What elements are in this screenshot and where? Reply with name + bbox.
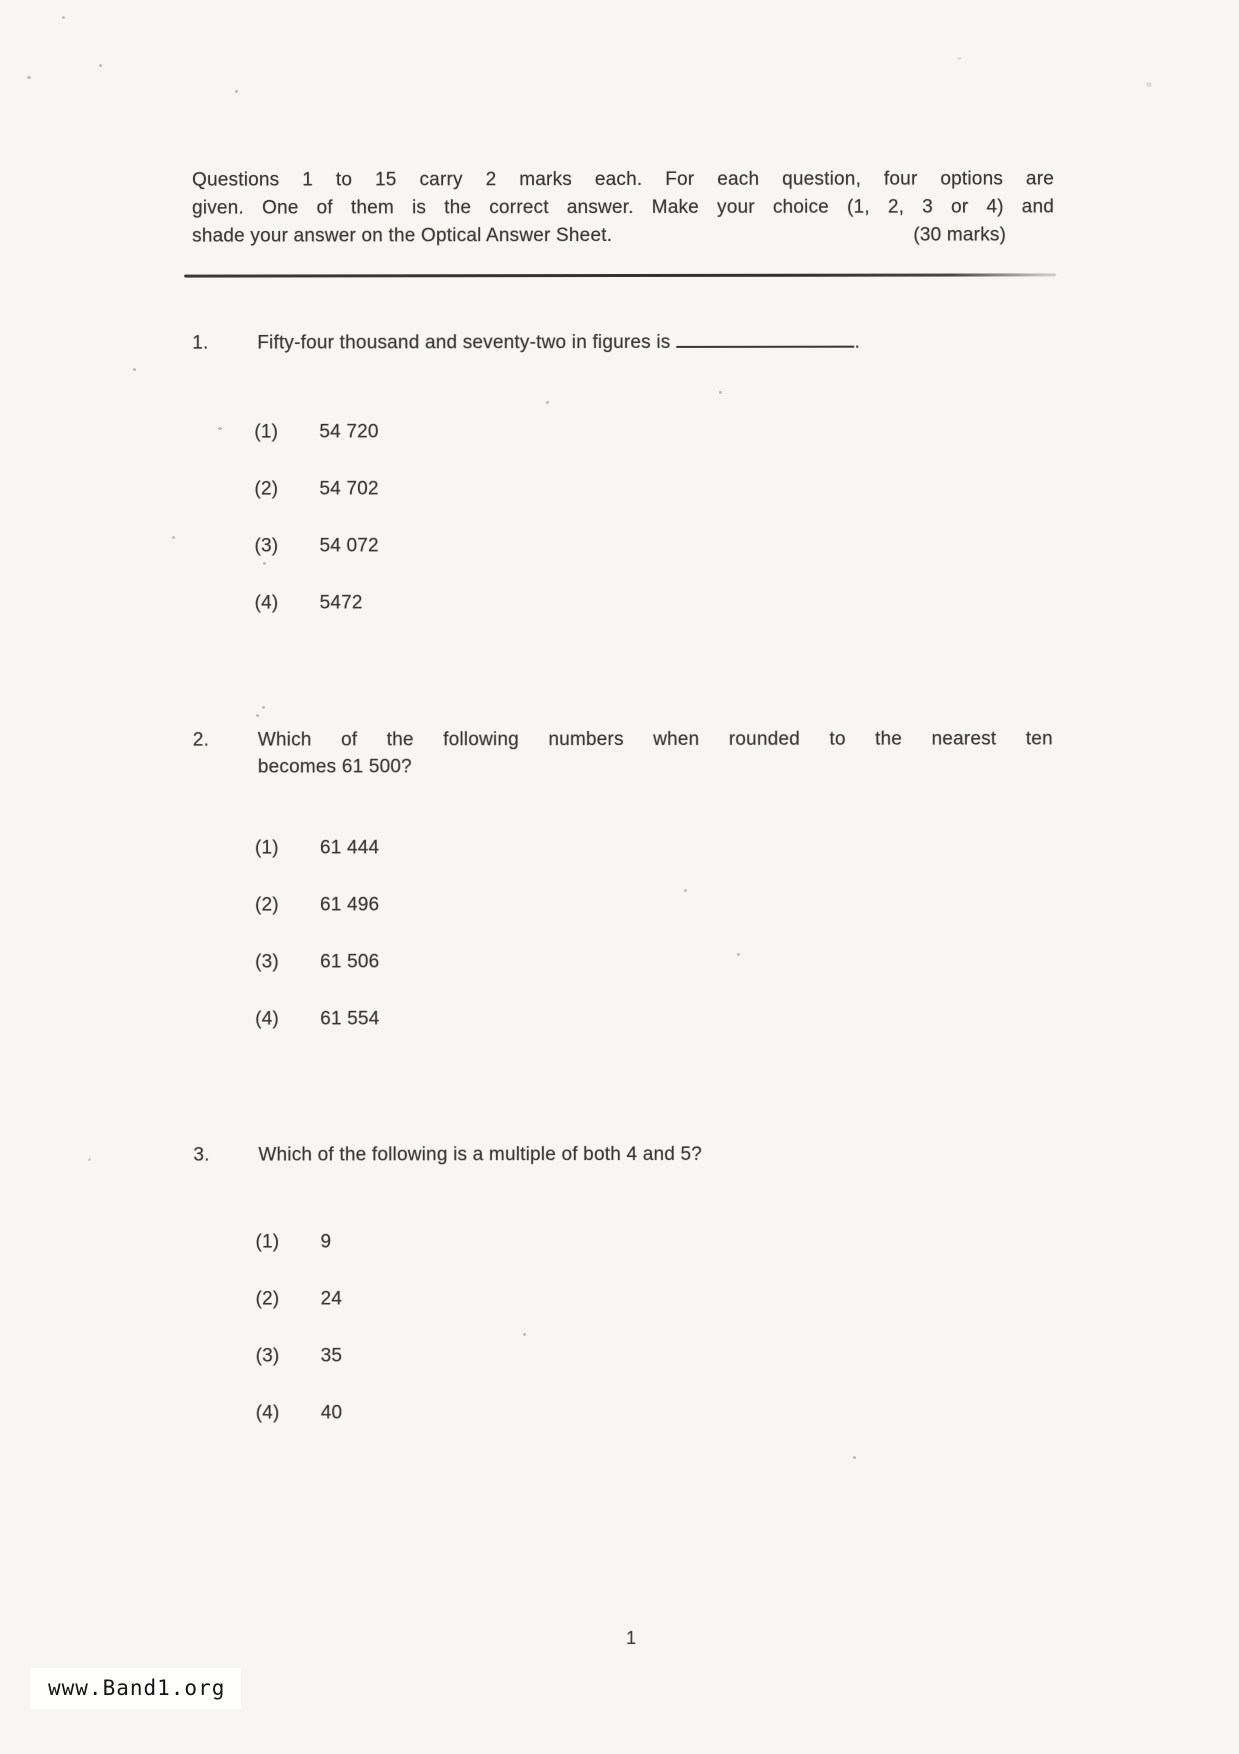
option-row [255, 951, 379, 1008]
option-label: (1) [254, 837, 279, 859]
scan-speck [235, 90, 238, 93]
question-3-options [255, 1231, 342, 1459]
option-label: (4) [255, 1008, 280, 1030]
option-value: 61 444 [319, 837, 380, 859]
divider-line [184, 273, 1056, 277]
question-3 [193, 1144, 702, 1167]
option-label: (4) [255, 1402, 280, 1424]
option-value: 54 702 [319, 478, 379, 500]
question-1 [192, 332, 860, 355]
scan-speck [684, 889, 687, 892]
option-row [256, 1288, 343, 1345]
question-2-number: 2. [192, 729, 210, 751]
scan-speck [262, 706, 265, 709]
instructions-line-1: Questions 1 to 15 carry 2 marks each. For each question, four options are [192, 168, 1055, 191]
option-row [255, 592, 379, 649]
scan-speck [88, 1158, 91, 1161]
option-value: 61 496 [320, 894, 380, 916]
scan-speck [99, 64, 102, 67]
option-label: (1) [254, 421, 279, 443]
scan-speck [957, 57, 961, 60]
scan-speck [546, 401, 549, 404]
option-row [255, 1008, 379, 1065]
scan-speck [133, 368, 136, 371]
marks-total: (30 marks) [913, 224, 1007, 246]
instructions-line-3-text: shade your answer on the Optical Answer Sheet. [192, 225, 613, 247]
scan-speck [62, 16, 65, 19]
option-label: (2) [255, 894, 279, 916]
option-row [255, 894, 379, 951]
option-row [256, 1345, 343, 1402]
option-value: 24 [320, 1288, 343, 1310]
option-value: 61 554 [320, 1008, 380, 1030]
scan-speck [1146, 82, 1152, 87]
question-2-line-1: Which of the following numbers when rounded to the nearest ten [257, 728, 1053, 751]
option-row [255, 1231, 342, 1288]
option-label: (2) [255, 1288, 280, 1310]
instructions-line-3 [192, 221, 1054, 250]
question-1-text-before-blank: Fifty-four thousand and seventy-two in figures is [257, 331, 671, 354]
scan-speck [853, 1456, 856, 1459]
question-3-number: 3. [193, 1144, 210, 1166]
instructions-line-2: given. One of them is the correct answer. Make your choice (1, 2, 3 or 4) and [192, 196, 1055, 219]
question-2 [193, 725, 1053, 780]
option-value: 40 [320, 1402, 343, 1424]
option-label: (3) [255, 951, 279, 973]
scan-speck [737, 953, 740, 956]
option-label: (4) [254, 592, 279, 614]
scan-speck [172, 536, 175, 539]
option-label: (3) [254, 535, 279, 557]
page-number: 1 [626, 1627, 637, 1648]
option-label: (3) [255, 1345, 280, 1367]
question-2-line-2: becomes 61 500? [257, 756, 412, 778]
option-row [254, 421, 378, 478]
option-value: 61 506 [320, 951, 380, 973]
option-value: 54 720 [319, 421, 379, 443]
option-value: 54 072 [319, 535, 379, 557]
question-2-text [258, 725, 1053, 780]
scan-speck [218, 427, 222, 430]
scan-speck [27, 76, 31, 79]
option-row [255, 837, 379, 894]
question-3-text: Which of the following is a multiple of both 4 and 5? [258, 1143, 703, 1166]
scan-speck [523, 1333, 526, 1336]
answer-blank [676, 332, 854, 348]
option-label: (1) [255, 1231, 280, 1253]
scan-speck [256, 714, 259, 717]
question-1-text-after-blank: . [854, 331, 860, 353]
option-row [256, 1402, 343, 1459]
scan-speck [263, 562, 266, 565]
instructions-block [192, 165, 1054, 250]
scan-speck [719, 391, 722, 394]
option-value: 5472 [319, 592, 363, 614]
option-value: 9 [320, 1231, 332, 1253]
option-row [255, 535, 379, 592]
watermark-badge: www.Band1.org [30, 1668, 241, 1709]
option-value: 35 [320, 1345, 343, 1367]
option-row [254, 478, 378, 535]
option-label: (2) [254, 478, 279, 500]
question-1-number: 1. [192, 332, 209, 354]
question-1-options [254, 421, 379, 649]
question-2-options [255, 837, 380, 1065]
question-1-text [257, 332, 860, 355]
